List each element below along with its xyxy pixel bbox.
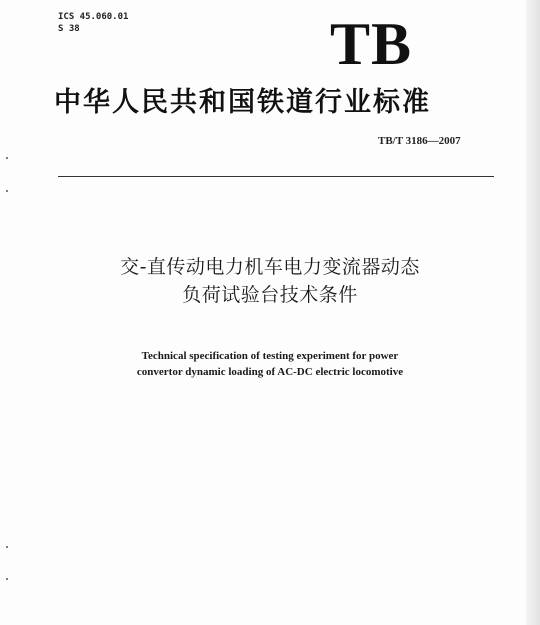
binding-hole-mark bbox=[6, 157, 8, 159]
title-english-line-2: convertor dynamic loading of AC-DC electric locomotive bbox=[136, 366, 404, 378]
binding-hole-mark bbox=[6, 190, 8, 192]
title-chinese bbox=[0, 253, 540, 309]
binding-hole-mark bbox=[6, 578, 8, 580]
title-english-line-1: Technical specification of testing experiment for power bbox=[141, 350, 399, 362]
binding-hole-mark bbox=[6, 546, 8, 548]
ics-code: ICS 45.060.01 bbox=[58, 12, 129, 22]
title-chinese-line-1: 交-直传动电力机车电力变流器动态 bbox=[120, 256, 420, 278]
standard-number: TB/T 3186—2007 bbox=[378, 135, 461, 147]
ccs-code: S 38 bbox=[58, 24, 80, 34]
tb-logo: TB bbox=[330, 11, 413, 77]
standard-organization: 中华人民共和国铁道行业标准 bbox=[54, 87, 431, 118]
title-chinese-line-2: 负荷试验台技术条件 bbox=[182, 284, 358, 306]
header-divider bbox=[58, 176, 494, 177]
page-edge-shadow bbox=[526, 0, 540, 625]
title-english bbox=[0, 348, 540, 380]
